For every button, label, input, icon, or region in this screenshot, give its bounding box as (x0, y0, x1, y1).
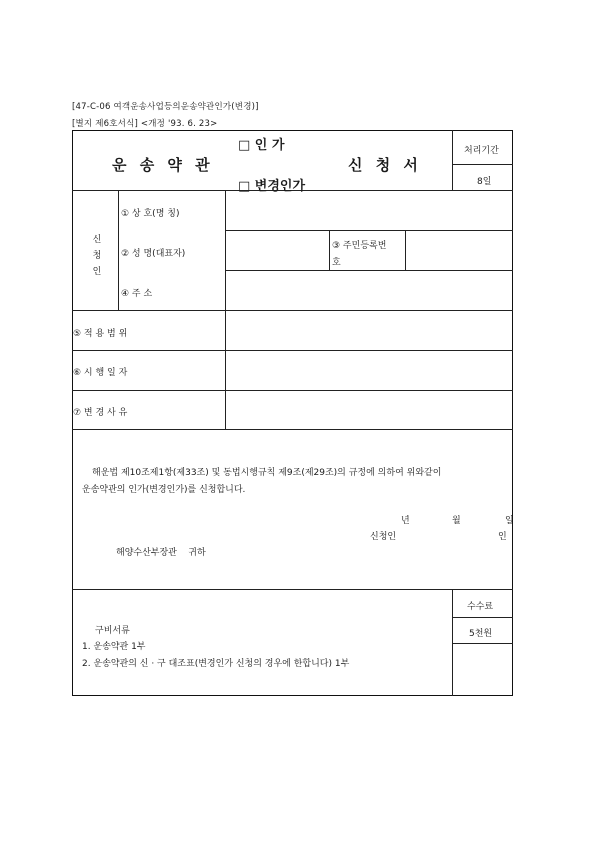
required-document-1: 1. 운송약관 1부 (82, 642, 146, 652)
representative-name-field[interactable] (230, 246, 326, 264)
day-label: 일 (505, 516, 514, 526)
resident-number-label-cont: 호 (332, 258, 341, 268)
address-label: ④ 주 소 (121, 289, 153, 299)
address-field[interactable] (230, 286, 508, 304)
fee-label: 수수료 (467, 602, 494, 612)
statement-line-1: 해운법 제10조제1항(제33조) 및 동법시행규칙 제9조(제29조)의 규정에 의하여 위와같이 (92, 468, 442, 478)
statement-line-2: 운송약관의 인가(변경인가)를 신청합니다. (82, 485, 246, 495)
representative-name-label: ② 성 명(대표자) (121, 249, 186, 259)
title-left: 운 송 약 관 (112, 156, 214, 174)
processing-value: 8일 (477, 177, 492, 187)
change-reason-field[interactable] (230, 405, 508, 423)
fee-value: 5천원 (469, 629, 493, 639)
resident-number-field[interactable] (410, 246, 508, 264)
company-name-field[interactable] (230, 206, 508, 224)
form-note: [별지 제6호서식] <개정 '93. 6. 23> (72, 119, 218, 129)
processing-label: 처리기간 (464, 146, 499, 156)
option-approval: □ 인 가 (238, 138, 285, 153)
applicant-group-label: 신 청 인 (92, 235, 102, 277)
required-documents-title: 구비서류 (95, 626, 130, 636)
month-label: 월 (452, 516, 461, 526)
option-change-approval: □ 변경인가 (238, 179, 306, 194)
effective-date-field[interactable] (230, 365, 508, 383)
year-label: 년 (401, 516, 410, 526)
company-name-label: ① 상 호(명 칭) (121, 209, 180, 219)
form-code: [47-C-06 여객운송사업등의운송약관인가(변경)] (72, 102, 259, 112)
recipient: 해양수산부장관 귀하 (116, 548, 206, 558)
title-right: 신 청 서 (348, 156, 422, 174)
applicant-signature-label: 신청인 (370, 532, 397, 542)
scope-field[interactable] (230, 326, 508, 344)
change-reason-label: ⑦ 변 경 사 유 (73, 408, 128, 418)
scope-label: ⑤ 적 용 범 위 (73, 329, 128, 339)
effective-date-label: ⑥ 시 행 일 자 (73, 368, 128, 378)
required-document-2: 2. 운송약관의 신 · 구 대조표(변경인가 신청의 경우에 한합니다) 1부 (82, 659, 350, 669)
resident-number-label: ③ 주민등록번 (332, 241, 387, 251)
seal-label: 인 (498, 532, 507, 542)
